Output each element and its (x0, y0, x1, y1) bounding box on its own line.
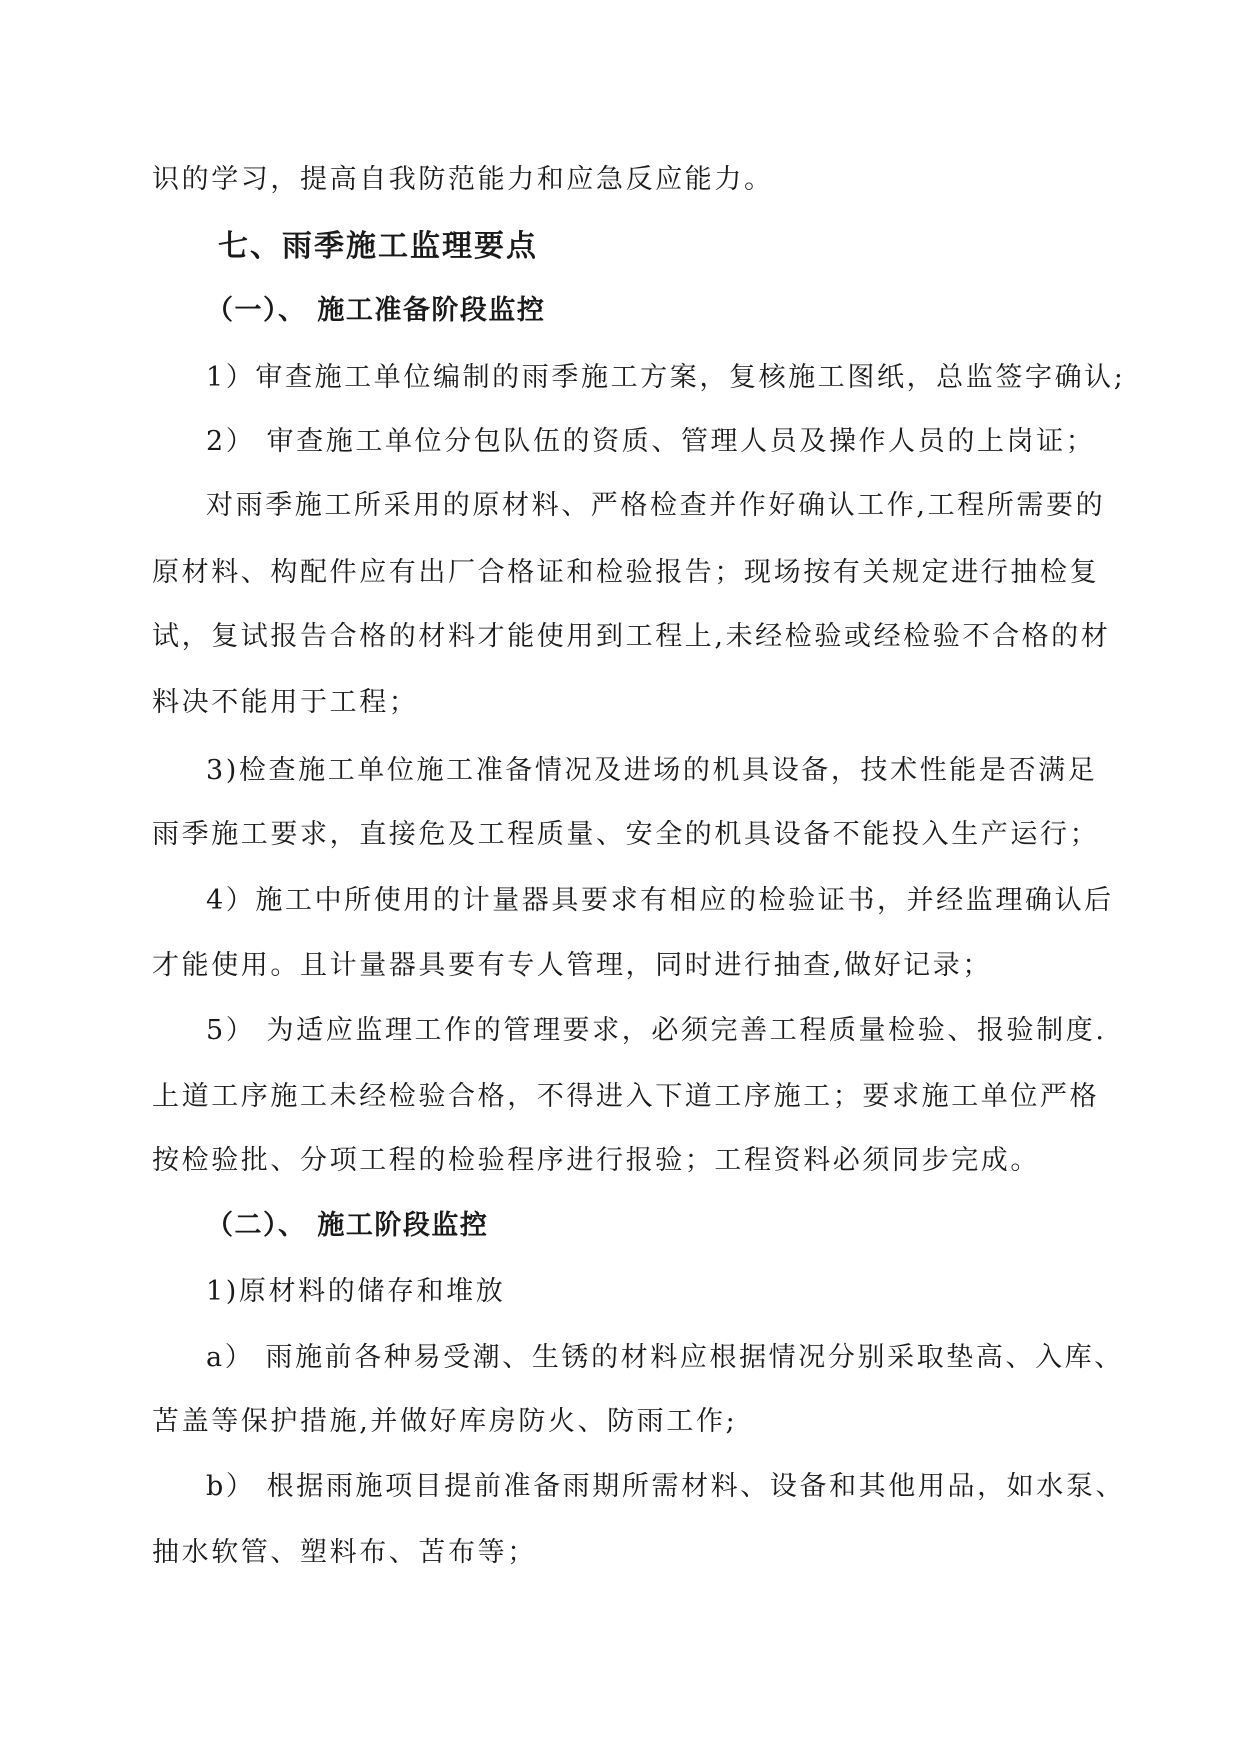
paragraph-line: 1）审查施工单位编制的雨季施工方案，复核施工图纸，总监签字确认; (206, 362, 1126, 393)
paragraph-line: 试，复试报告合格的材料才能使用到工程上,未经检验或经检验不合格的材 (152, 621, 1111, 652)
paragraph-line: 料决不能用于工程； (152, 687, 419, 718)
paragraph-line: 上道工序施工未经检验合格，不得进入下道工序施工；要求施工单位严格 (152, 1081, 1100, 1112)
paragraph-line: 3)检查施工单位施工准备情况及进场的机具设备，技术性能是否满足 (206, 755, 1098, 786)
paragraph-line: 2） 审查施工单位分包队伍的资质、管理人员及操作人员的上岗证； (206, 426, 1096, 457)
subsection-heading: （二）、 施工阶段监控 (206, 1210, 489, 1241)
paragraph-line: 1)原材料的储存和堆放 (206, 1276, 506, 1307)
paragraph-line: a） 雨施前各种易受潮、生锈的材料应根据情况分别采取垫高、入库、 (206, 1342, 1124, 1373)
section-heading: 七、雨季施工监理要点 (218, 229, 538, 264)
subsection-heading: （一）、 施工准备阶段监控 (206, 295, 546, 326)
paragraph-line: 识的学习，提高自我防范能力和应急反应能力。 (152, 164, 774, 195)
paragraph-line: 抽水软管、塑料布、苫布等； (152, 1537, 537, 1568)
paragraph-line: 5） 为适应监理工作的管理要求，必须完善工程质量检验、报验制度. (206, 1015, 1107, 1046)
paragraph-line: 才能使用。且计量器具要有专人管理，同时进行抽查,做好记录； (152, 950, 992, 981)
paragraph-line: 按检验批、分项工程的检验程序进行报验；工程资料必须同步完成。 (152, 1145, 1040, 1176)
paragraph-line: b） 根据雨施项目提前准备雨期所需材料、设备和其他用品，如水泵、 (206, 1471, 1126, 1502)
paragraph-line: 雨季施工要求，直接危及工程质量、安全的机具设备不能投入生产运行； (152, 819, 1100, 850)
paragraph-line: 4）施工中所使用的计量器具要求有相应的检验证书，并经监理确认后 (206, 885, 1114, 916)
paragraph-line: 苫盖等保护措施,并做好库房防火、防雨工作; (152, 1406, 738, 1437)
paragraph-line: 对雨季施工所采用的原材料、严格检查并作好确认工作,工程所需要的 (206, 490, 1106, 521)
paragraph-line: 原材料、构配件应有出厂合格证和检验报告；现场按有关规定进行抽检复 (152, 557, 1100, 588)
